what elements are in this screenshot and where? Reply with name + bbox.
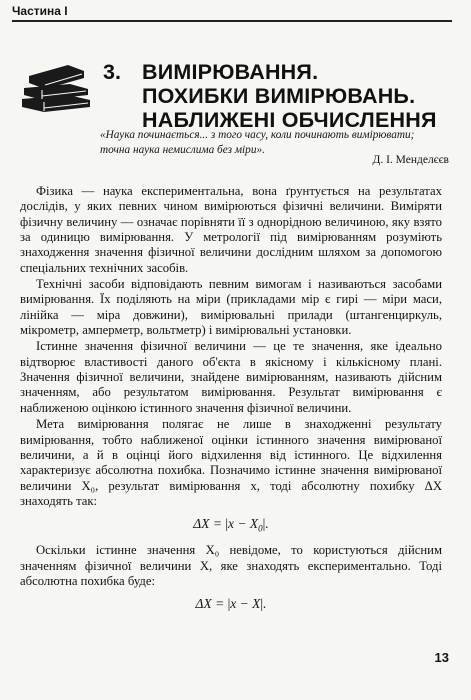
paragraph: Фізика — наука експериментальна, вона ґрунтується на результатах дослідів, у яких певних чином вимірюються фізичні величини. Виміряти фізичну величину — означає порівняти її з однорідною величиною, яку взято за одиницю вимірювання. У метрології під вимірюванням розуміють знаходження значення фізичної величини дослідним шляхом за допомогою спеціальних технічних засобів. — [20, 184, 442, 275]
paragraph: Мета вимірювання полягає не лише в знаходженні результату вимірювання, тобто наближеної оцінки істинного значення вимірюваної величини, а й в оцінці його відхилення від істинного. Це відхилення характеризує абсолютна похибка. Позначимо істинне значення вимірюваної величини X₀, результат вимірювання x, тоді абсолютну похибку ΔX знаходять так: — [20, 417, 442, 508]
header-rule — [12, 20, 452, 22]
books-icon — [20, 62, 94, 114]
title-line-1: ВИМІРЮВАННЯ. — [142, 60, 319, 84]
paragraph: Істинне значення фізичної величини — це те значення, яке ідеально відтворює властивості даного об'єкта в якісному і кількісному плані. Значення фізичної величини, знайдене вимірюванням, називають дійсним значенням, або результатом вимірювання. Результат вимірювання є наближеною оцінкою істинного значення фізичної величини. — [20, 339, 442, 415]
formula-absolute-error-actual: ΔX = |x − X|. — [195, 596, 267, 612]
title-line-2: ПОХИБКИ ВИМІРЮВАНЬ. — [142, 84, 416, 108]
epigraph-line-1: «Наука починається... з того часу, коли починають вимірювати; — [100, 129, 415, 141]
chapter-number: 3. — [103, 60, 121, 84]
paragraph: Оскільки істинне значення X₀ невідоме, то користуються дійсним значенням фізичної величини X, яке знаходять експериментально. Тоді абсолютна похибка буде: — [20, 543, 442, 588]
paragraph: Технічні засоби відповідають певним вимогам і називаються засобами вимірювання. Їх поділяють на міри (прикладами мір є гирі — міри маси, лінійка — міра довжини), вимірювальні прилади (штангенциркуль, мікрометр, амперметр, вольтметр) і вимірювальні установки. — [20, 277, 442, 338]
body-text — [20, 184, 442, 618]
formula-absolute-error: $\Delta X = |x - X_0|$. — [193, 516, 269, 534]
epigraph-author: Д. І. Менделєєв — [372, 154, 449, 166]
part-label: Частина І — [12, 4, 68, 18]
running-header — [12, 2, 452, 24]
epigraph-line-2: точна наука немислима без міри». — [100, 144, 265, 156]
title-line-3: НАБЛИЖЕНІ ОБЧИСЛЕННЯ — [142, 108, 437, 132]
page-number: 13 — [434, 650, 449, 665]
